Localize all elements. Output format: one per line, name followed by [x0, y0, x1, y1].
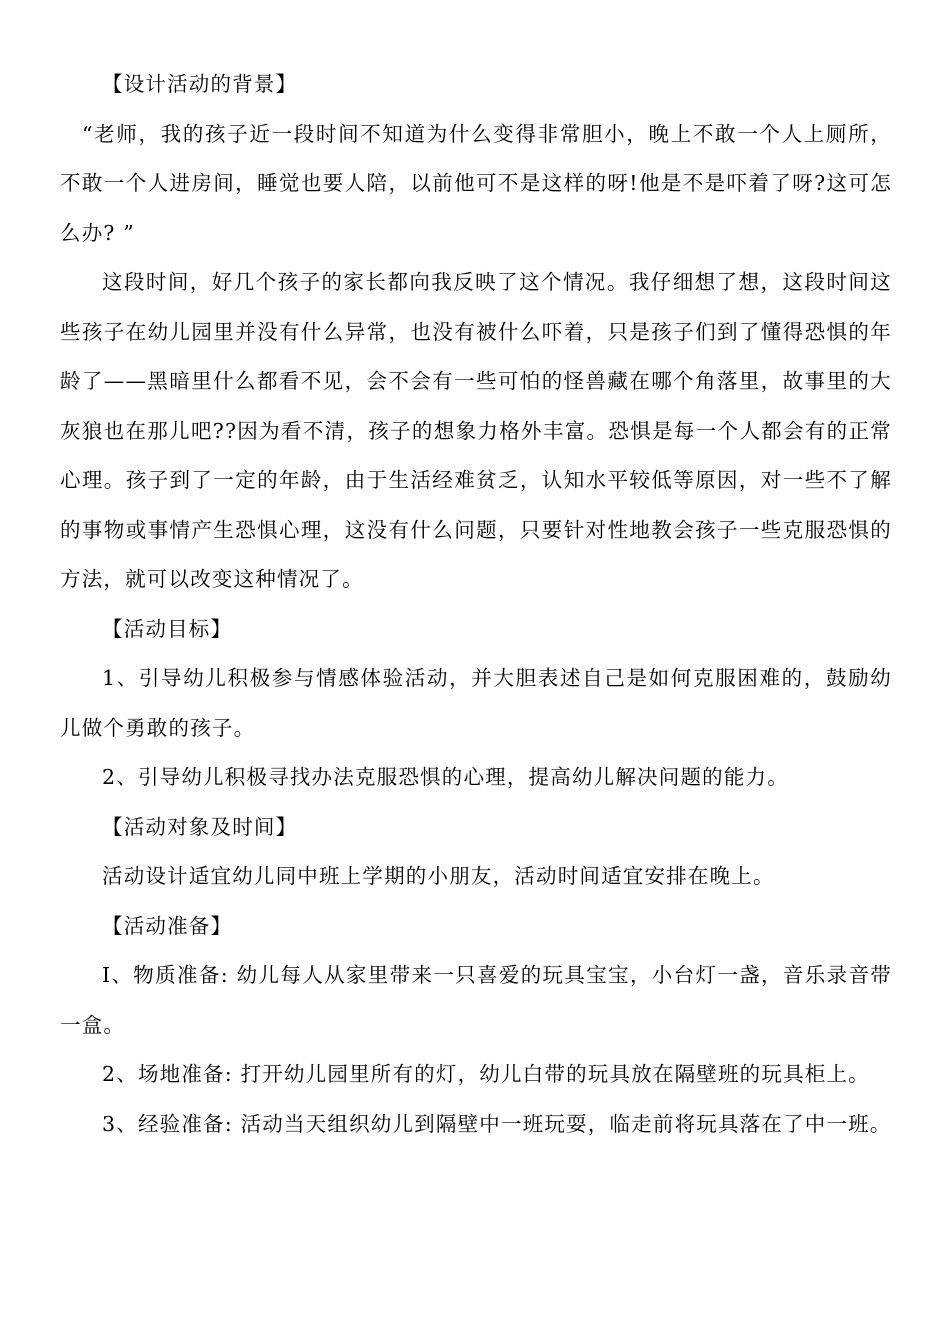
background-paragraph: 这段时间，好几个孩子的家长都向我反映了这个情况。我仔细想了想，这段时间这些孩子在幼儿园里并没有什么异常，也没有被什么吓着，只是孩子们到了懂得恐惧的年龄了——黑暗里什么都看不见，会不会有一些可怕的怪兽藏在哪个角落里，故事里的大灰狼也在那儿吧??因为看不清，孩子的想象力格外丰富。恐惧是每一个人都会有的正常心理。孩子到了一定的年龄，由于生活经难贫乏，认知水平较低等原因，对一些不了解的事物或事情产生恐惧心理，这没有什么问题，只要针对性地教会孩子一些克服恐惧的方法，就可以改变这种情况了。 [60, 270, 892, 591]
parent-quote-paragraph: “老师，我的孩子近一段时间不知道为什么变得非常胆小，晚上不敢一个人上厕所，不敢一个人进房间，睡觉也要人陪，以前他可不是这样的呀!他是不是吓着了呀?这可怎么办? ” [60, 121, 892, 245]
preparation-heading: 【活动准备】 [102, 913, 233, 938]
goal-item-1: 1、引导幼儿积极参与情感体验活动，并大胆表述自己是如何克服困难的，鼓励幼儿做个勇敢的孩子。 [60, 666, 892, 740]
goal-item-2: 2、引导幼儿积极寻找办法克服恐惧的心理，提高幼儿解决问题的能力。 [102, 765, 789, 789]
preparation-item-1: I、物质准备: 幼儿每人从家里带来一只喜爱的玩具宝宝，小台灯一盏，音乐录音带一盒。 [60, 963, 892, 1037]
document-page [60, 60, 892, 1149]
goals-heading: 【活动目标】 [102, 616, 233, 641]
preparation-item-2: 2、场地准备: 打开幼儿园里所有的灯，幼儿白带的玩具放在隔壁班的玩具柜上。 [102, 1062, 870, 1086]
preparation-item-3: 3、经验准备: 活动当天组织幼儿到隔壁中一班玩耍，临走前将玩具落在了中一班。 [102, 1111, 892, 1136]
background-heading: 【设计活动的背景】 [102, 72, 298, 96]
target-heading: 【活动对象及时间】 [102, 814, 298, 839]
target-paragraph: 活动设计适宜幼儿同中班上学期的小朋友，活动时间适宜安排在晚上。 [102, 864, 775, 888]
